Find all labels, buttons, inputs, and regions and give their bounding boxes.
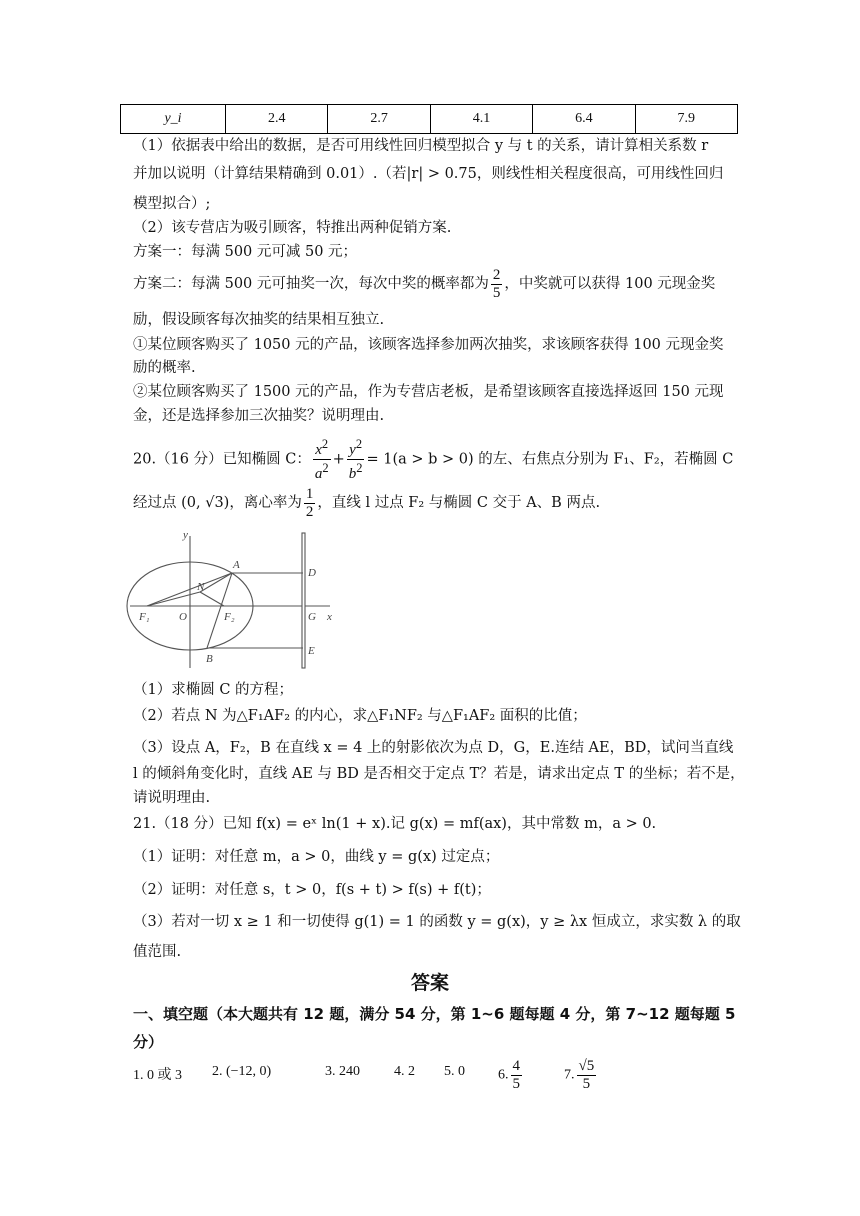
- label-x: x: [327, 611, 332, 623]
- q20-sub3-line2: l 的倾斜角变化时，直线 AE 与 BD 是否相交于定点 T？若是，请求出定点 T 的坐标；若不是，: [133, 766, 745, 782]
- q20-line2-a: 经过点 (0, √3)，离心率为: [133, 495, 302, 511]
- answer-6: [498, 1058, 524, 1093]
- q20-stem-line1: 20.（16 分）已知椭圆 C： $\frac{x^2}{a^2}$ + $\frac{y^2}{b^2}$ = 1(a > b > 0) 的左、右焦点分别为 F₁、F₂，若椭圆 C: [133, 437, 734, 482]
- label-B: B: [206, 653, 213, 665]
- plan2-text-b: ，中奖就可以获得 100 元现金奖: [504, 276, 716, 292]
- fraction-denominator: 2: [305, 503, 314, 520]
- q20-sub3-line1: （3）设点 A，F₂，B 在直线 x = 4 上的射影依次为点 D，G，E.连结 AE，BD，试问当直线: [133, 740, 734, 756]
- q20-stem-line2: [133, 484, 600, 522]
- segment-F1N: [147, 592, 200, 606]
- segment-NA: [200, 573, 232, 592]
- table-row: [121, 105, 738, 134]
- label-G: G: [308, 611, 316, 623]
- table-cell: 4.1: [430, 105, 532, 134]
- q21-sub2: （2）证明：对任意 s，t > 0，f(s + t) > f(s) + f(t)；: [133, 882, 491, 898]
- data-table: [120, 104, 738, 134]
- q19-plan1: 方案一：每满 500 元可减 50 元；: [133, 244, 358, 260]
- fraction-denominator: 5: [582, 1076, 591, 1092]
- label-D: D: [308, 567, 316, 579]
- q20-sub3-line3: 请说明理由.: [133, 790, 211, 806]
- plan2-text-a: 方案二：每满 500 元可抽奖一次，每次中奖的概率都为: [133, 276, 489, 292]
- q19-part1-line1: （1）依据表中给出的数据，是否可用线性回归模型拟合 y 与 t 的关系，请计算相关系数 r: [133, 138, 709, 154]
- answer-7: [564, 1058, 598, 1093]
- answer-6-label: 6.: [498, 1067, 509, 1083]
- q21-sub3-line1: （3）若对一切 x ≥ 1 和一切使得 g(1) = 1 的函数 y = g(x)，y ≥ λx 恒成立，求实数 λ 的取: [133, 914, 741, 930]
- table-cell: 2.4: [226, 105, 328, 134]
- q19-plan2-line1: [133, 266, 715, 302]
- eccentricity-fraction: [304, 486, 316, 521]
- probability-fraction: [491, 267, 503, 302]
- ellipse-term-y: $\frac{y^2}{b^2}$: [348, 437, 363, 482]
- table-cell: 2.7: [328, 105, 430, 134]
- q19-part1-line3: 模型拟合）;: [133, 196, 211, 212]
- q20-eq-tail: = 1(a > b > 0) 的左、右焦点分别为 F₁、F₂，若椭圆 C: [366, 451, 734, 468]
- q20-head: 20.（16 分）已知椭圆 C：: [133, 451, 311, 468]
- label-A: A: [233, 559, 240, 571]
- fraction-numerator: 1: [305, 485, 314, 502]
- answer-2: 2. (−12, 0): [212, 1064, 272, 1079]
- label-O: O: [179, 611, 187, 623]
- fraction-denominator: 5: [512, 1076, 520, 1092]
- fraction-numerator: 4: [512, 1058, 520, 1074]
- answer-1: 1. 0 或 3: [133, 1068, 182, 1083]
- answers-section-heading: 一、填空题（本大题共有 12 题，满分 54 分，第 1~6 题每题 4 分，第 7~12 题每题 5 分）: [133, 1005, 736, 1051]
- answers-title: 答案: [410, 972, 449, 994]
- answer-5: 5. 0: [444, 1064, 465, 1079]
- table-header-cell: y_i: [121, 105, 226, 134]
- answer-6-fraction: [511, 1058, 523, 1093]
- fraction-denominator: 5: [492, 284, 501, 301]
- q19-plan2-line2: 励，假设顾客每次抽奖的结果相互独立.: [133, 312, 385, 328]
- ellipse-figure: [125, 528, 350, 673]
- q19-case2-line1: ②某位顾客购买了 1500 元的产品，作为专营店老板，是希望该顾客直接选择返回 150 元现: [133, 384, 724, 400]
- q19-part1-line2: 并加以说明（计算结果精确到 0.01）.（若|r| > 0.75，则线性相关程度很高，可用线性回归: [133, 166, 724, 182]
- answer-4: 4. 2: [394, 1064, 415, 1079]
- fraction-numerator: √5: [578, 1058, 595, 1074]
- label-N: N: [197, 581, 205, 593]
- fraction-numerator: 2: [492, 266, 501, 283]
- q20-sub1: （1）求椭圆 C 的方程；: [133, 682, 294, 698]
- answer-7-fraction: [577, 1058, 597, 1093]
- label-F2: F₂: [224, 611, 235, 623]
- q21-stem: 21.（18 分）已知 f(x) = eˣ ln(1 + x).记 g(x) = mf(ax)，其中常数 m，a > 0.: [133, 816, 657, 832]
- q21-sub1: （1）证明：对任意 m，a > 0，曲线 y = g(x) 过定点；: [133, 849, 500, 865]
- q19-case1-line1: ①某位顾客购买了 1050 元的产品，该顾客选择参加两次抽奖，求该顾客获得 100 元现金奖: [133, 337, 724, 353]
- q20-sub2: （2）若点 N 为△F₁AF₂ 的内心，求△F₁NF₂ 与△F₁AF₂ 面积的比值；: [133, 708, 587, 724]
- label-F1: F₁: [139, 611, 150, 623]
- answer-3: 3. 240: [325, 1064, 360, 1079]
- label-y: y: [183, 529, 188, 541]
- ellipse-term-x: $\frac{x^2}{a^2}$: [314, 437, 329, 482]
- table-cell: 7.9: [635, 105, 737, 134]
- label-E: E: [308, 645, 315, 657]
- segment-NF2: [200, 592, 224, 606]
- q19-case1-line2: 励的概率.: [133, 360, 196, 376]
- table-cell: 6.4: [533, 105, 635, 134]
- q19-case2-line2: 金，还是选择参加三次抽奖？说明理由.: [133, 408, 385, 424]
- q21-sub3-line2: 值范围.: [133, 944, 182, 960]
- q20-line2-b: ，直线 l 过点 F₂ 与椭圆 C 交于 A、B 两点.: [317, 495, 601, 511]
- q19-part2: （2）该专营店为吸引顾客，特推出两种促销方案.: [133, 220, 452, 236]
- answer-7-label: 7.: [564, 1067, 575, 1083]
